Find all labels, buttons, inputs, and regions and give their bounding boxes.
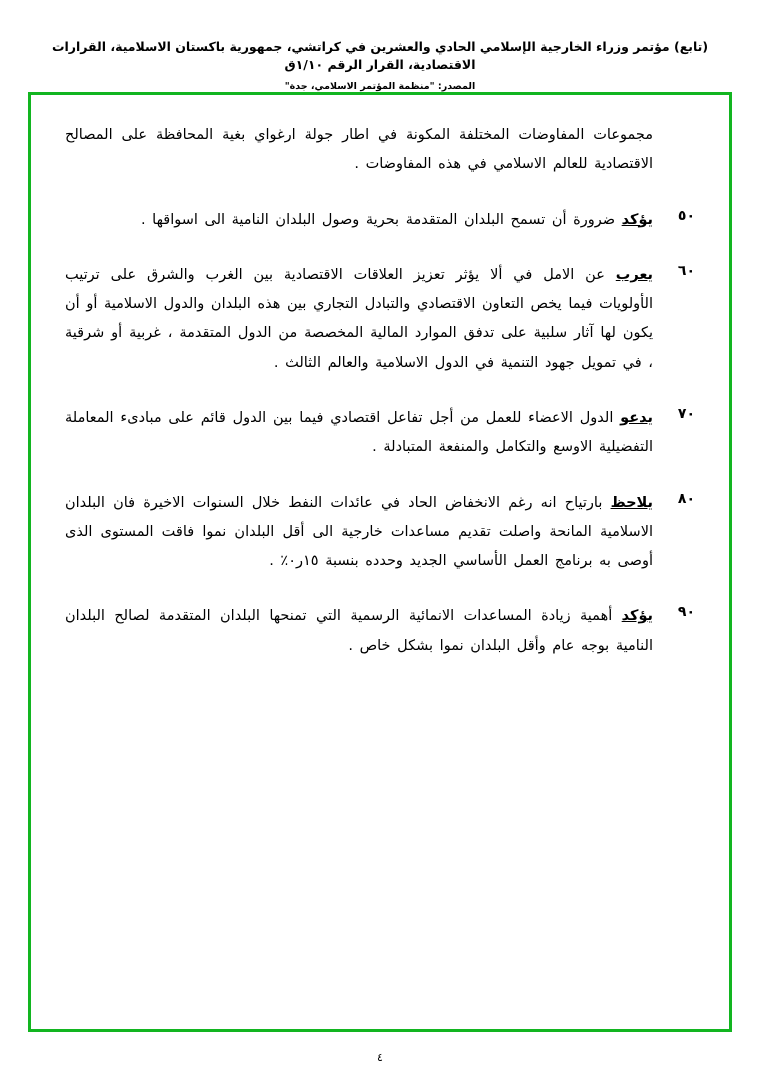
document-body	[31, 95, 729, 681]
paragraph-number: ٥٠	[677, 207, 695, 224]
paragraph-body: أهمية زيادة المساعدات الانمائية الرسمية التي تمنحها البلدان المتقدمة لصالح البلدان النامية بوجه عام وأقل البلدان نموا بشكل خاص .	[65, 608, 653, 654]
paragraph-body: ضرورة أن تسمح البلدان المتقدمة بحرية وصول البلدان النامية الى اسواقها .	[140, 211, 622, 228]
paragraph-block	[65, 121, 695, 180]
header-source: المصدر: "منظمة المؤتمر الاسلامي، جدة"	[284, 81, 476, 93]
paragraph-lead: يؤكد	[621, 211, 653, 228]
paragraph-lead: يعرب	[615, 266, 653, 283]
paragraph-text	[65, 489, 653, 577]
page-number: ٤	[377, 1051, 383, 1064]
header-title: (تابع) مؤتمر وزراء الخارجية الإسلامي الحادي والعشرين في كراتشي، جمهورية باكستان الاسلامية، القرارات الاقتصادية، القرار الرقم ١/١٠ق	[51, 39, 709, 73]
paragraph-text	[65, 121, 653, 180]
paragraph-number: ٩٠	[677, 604, 695, 621]
paragraph-text	[65, 206, 653, 235]
paragraph-body: بارتياح انه رغم الانخفاض الحاد في عائدات النفط خلال السنوات الاخيرة فان البلدان الاسلامية المانحة واصلت تقديم مساعدات خارجية الى أقل البلدان نموا فاقت المستوى الذى أوصى به برنامج العمل الأساسي الجديد وحدده بنسبة ١٥ر٠٪ .	[65, 494, 653, 570]
paragraph-number: ٧٠	[677, 405, 695, 422]
paragraph-number: ٦٠	[677, 262, 695, 279]
paragraph-body: مجموعات المفاوضات المختلفة المكونة في اطار جولة ارغواي بغية المحافظة على المصالح الاقتصادية للعالم الاسلامي في هذه المفاوضات .	[65, 127, 653, 173]
page-footer	[0, 1051, 760, 1064]
paragraph-lead: يلاحظ	[610, 494, 653, 511]
paragraph-body: عن الامل في ألا يؤثر تعزيز العلاقات الاقتصادية بين الغرب والشرق على ترتيب الأولويات فيما يخص التعاون الاقتصادي والتبادل التجاري بين هذه البلدان والدول الاسلامية أو أن يكون لها آثار سلبية على تدفق الموارد المالية المخصصة من الدول المتقدمة ، غربية أو شرقية ، في تمويل جهود التنمية في الدول الاسلامية والعالم الثالث .	[65, 266, 653, 371]
paragraph-text	[65, 404, 653, 463]
paragraph-body: الدول الاعضاء للعمل من أجل تفاعل اقتصادي فيما بين الدول قائم على مبادىء المعاملة التفضيلية الاوسع والتكامل والمنفعة المتبادلة .	[65, 409, 653, 456]
paragraph-lead: يدعو	[620, 409, 653, 426]
green-border-frame	[28, 92, 732, 1032]
document-header	[0, 0, 760, 92]
paragraph-text	[65, 602, 653, 661]
paragraph-number: ٨٠	[677, 490, 695, 507]
paragraph-text	[65, 261, 653, 378]
paragraph-block	[65, 261, 695, 378]
paragraph-block	[65, 404, 695, 463]
paragraph-block	[65, 206, 695, 235]
paragraph-lead: يؤكد	[621, 608, 653, 625]
paragraph-block	[65, 602, 695, 661]
paragraph-block	[65, 489, 695, 577]
